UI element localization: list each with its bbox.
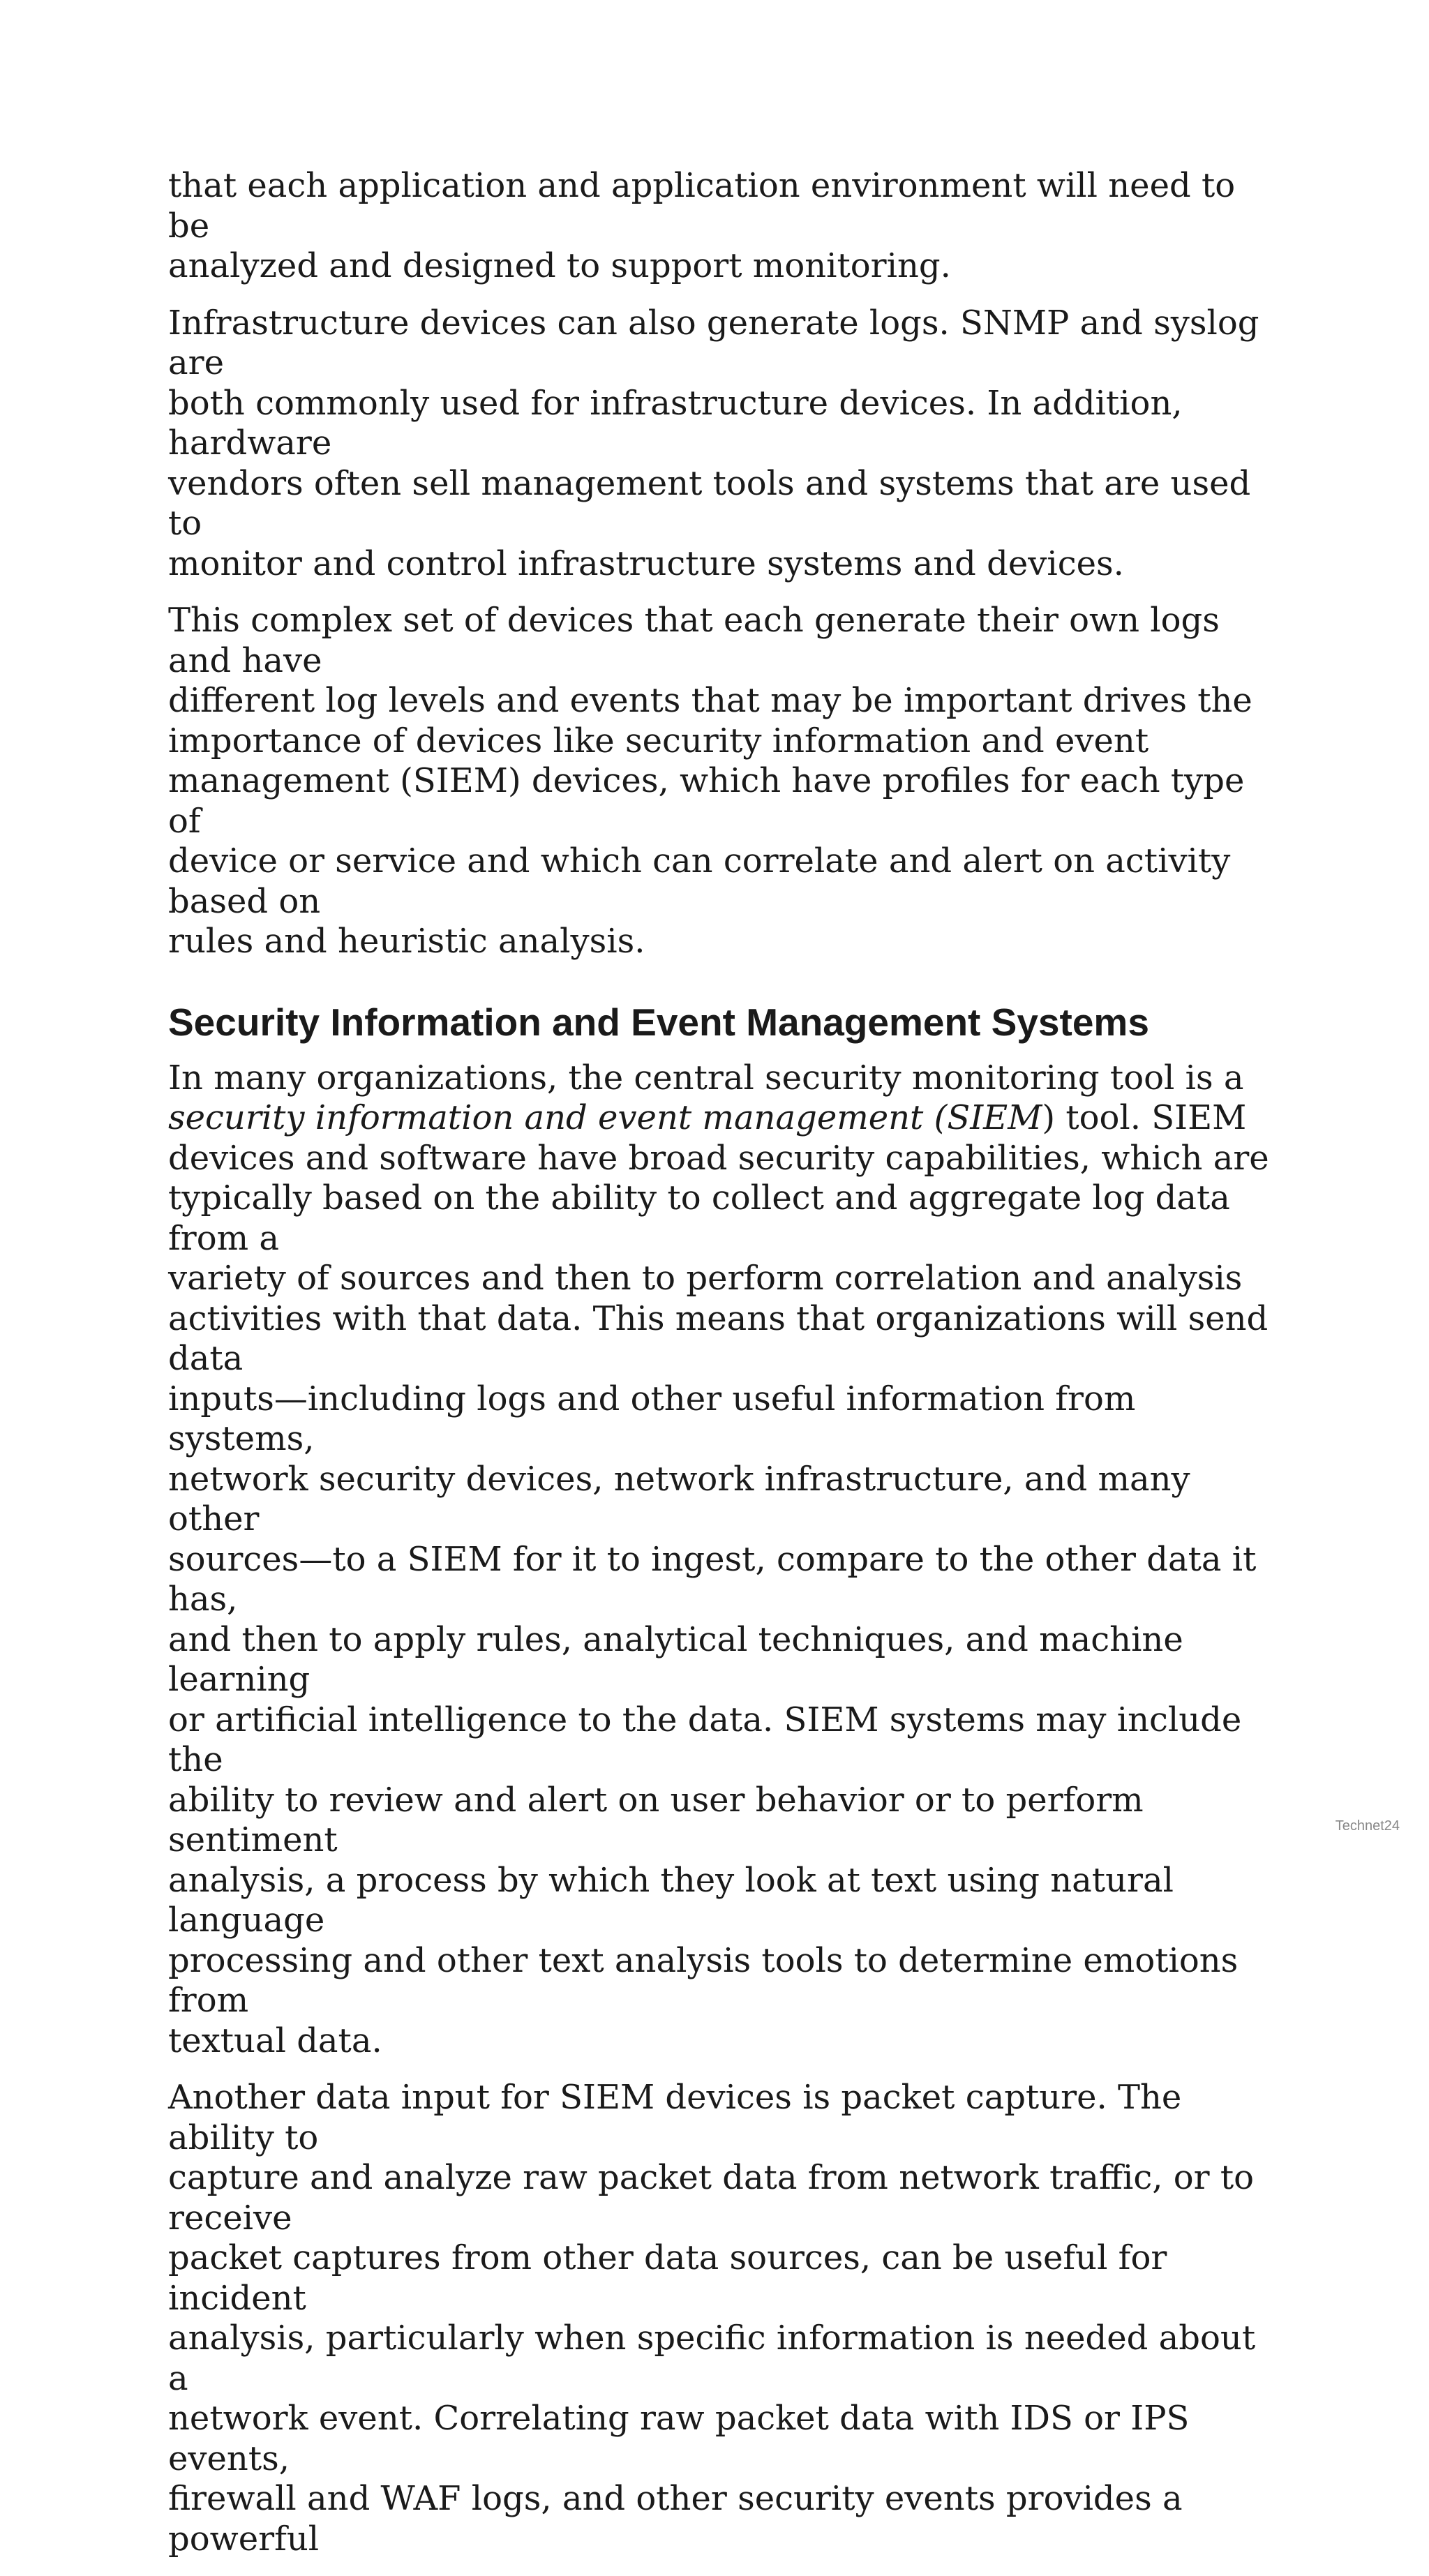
paragraph-siem-definition — [168, 1058, 1278, 2062]
section-heading: Security Information and Event Management Systems — [168, 1000, 1149, 1044]
paragraph-packet-capture: Another data input for SIEM devices is packet capture. The ability to capture and analyze raw packet data from network traffic, or to receive packet captures from other data sources, can be useful for incident analysis, particularly when specific information is needed about a network event. Correlating raw packet data with IDS or IPS events, firewall and WAF logs, and other security events provides a powerful — [168, 2078, 1256, 2559]
siem-rest-text: ) tool. SIEM devices and software have broad security capabilities, which are typically based on the ability to collect and aggregate log data from a variety of sources and then to perform correlation and analysis activities with that data. This means that organizations will send data inputs—including logs and other useful information from systems, network security devices, network infrastructure, and many other sources—to a SIEM for it to ingest, compare to the other data it has, and then to apply rules, analytical techniques, and machine learning or artificial intelligence to the data. SIEM systems may include the ability to review and alert on user behavior or to perform sentiment analysis, a process by which they look at text using natural language processing and other text analysis tools to determine emotions from textual data. — [168, 1098, 1269, 2060]
paragraph-infrastructure-logs: Infrastructure devices can also generate logs. SNMP and syslog are both commonly used for infrastructure devices. In addition, hardware vendors often sell management tools and systems that are used to monitor and control infrastructure systems and devices. — [168, 303, 1259, 583]
siem-italic-term: security information and event management (SIEM — [168, 1098, 1042, 1137]
watermark-text: Technet24 — [1335, 1818, 1400, 1834]
page-body — [168, 166, 1278, 2576]
paragraph-siem-importance: This complex set of devices that each generate their own logs and have different log levels and events that may be important drives the importance of devices like security information and event management (SIEM) devices, which have profiles for each type of device or service and which can correlate and alert on activity based on rules and heuristic analysis. — [168, 601, 1252, 961]
paragraph-application-monitoring: that each application and application environment will need to be analyzed and designed to support monitoring. — [168, 166, 1236, 285]
siem-lead-text: In many organizations, the central security monitoring tool is a — [168, 1058, 1244, 1098]
